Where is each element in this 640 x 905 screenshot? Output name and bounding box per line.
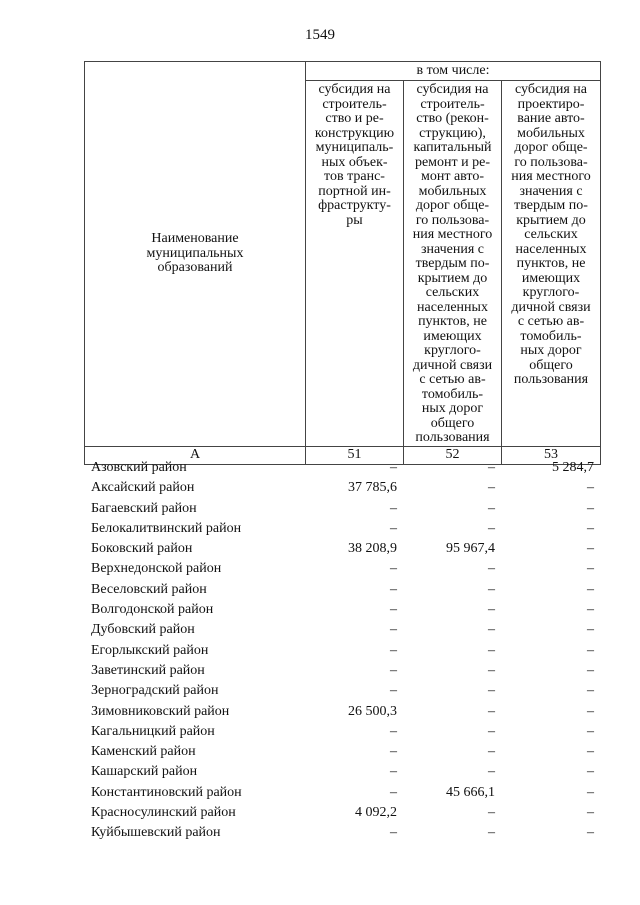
value-53: –: [587, 683, 594, 699]
value-53: –: [587, 703, 594, 719]
header-name-column-text: Наименование муниципальных образований: [146, 231, 244, 275]
table-row: [84, 499, 600, 519]
value-52: –: [488, 520, 495, 536]
district-name: Егорлыкский район: [91, 642, 209, 658]
header-column-53-text: субсидия на проектиро- вание авто- мобильных дорог обще- го пользова- ния местного значения с твердым по- крытием до сельских населенных пунктов, не имеющих круглого- дичной связи с сетью ав- томобиль- ных дорог общего пользования: [511, 82, 591, 387]
district-name: Каменский район: [91, 744, 196, 760]
value-51: 4 092,2: [355, 805, 397, 821]
value-52: –: [488, 662, 495, 678]
value-53: –: [587, 480, 594, 496]
header-column-51: [306, 81, 404, 447]
value-51: 37 785,6: [348, 480, 397, 496]
value-52: –: [488, 642, 495, 658]
value-51: –: [390, 825, 397, 841]
table-row: [84, 559, 600, 579]
table-row: [84, 519, 600, 539]
table-row: [84, 803, 600, 823]
district-name: Заветинский район: [91, 662, 205, 678]
value-52: 95 967,4: [446, 541, 495, 557]
value-52: –: [488, 500, 495, 516]
table-row: [84, 823, 600, 843]
data-table: [84, 458, 600, 844]
value-52: –: [488, 703, 495, 719]
header-column-52-text: субсидия на строитель- ство (рекон- струкцию), капитальный ремонт и ре- монт авто- мобильных дорог обще- го пользова- ния местного значения с твердым по- крытием до сельских населенных пунктов, не имеющих круглого- дичной связи с сетью ав- томобиль- ных дорог общего пользования: [412, 82, 493, 445]
table-row: [84, 722, 600, 742]
value-51: –: [390, 662, 397, 678]
value-52: 45 666,1: [446, 784, 495, 800]
table-row: [84, 742, 600, 762]
district-name: Зерноградский район: [91, 683, 219, 699]
district-name: Дубовский район: [91, 622, 195, 638]
value-53: –: [587, 561, 594, 577]
district-name: Азовский район: [91, 460, 187, 475]
data-table-body: [84, 458, 600, 844]
district-name: Белокалитвинский район: [91, 520, 242, 536]
table-row: [84, 600, 600, 620]
value-52: –: [488, 805, 495, 821]
table-row: [84, 641, 600, 661]
value-52: –: [488, 480, 495, 496]
value-51: –: [390, 460, 397, 475]
value-53: –: [587, 764, 594, 780]
value-53: –: [587, 642, 594, 658]
district-name: Кашарский район: [91, 764, 198, 780]
value-51: 26 500,3: [348, 703, 397, 719]
value-53: –: [587, 723, 594, 739]
header-name-column: [85, 62, 306, 447]
value-51: –: [390, 642, 397, 658]
value-51: 38 208,9: [348, 541, 397, 557]
table-row: [84, 783, 600, 803]
value-53: –: [587, 500, 594, 516]
value-51: –: [390, 520, 397, 536]
value-51: –: [390, 602, 397, 618]
value-51: –: [390, 784, 397, 800]
header-letter-51: 51: [306, 446, 404, 464]
value-52: –: [488, 723, 495, 739]
header-column-53: [502, 81, 601, 447]
value-51: –: [390, 581, 397, 597]
district-name: Зимовниковский район: [91, 703, 230, 719]
value-52: –: [488, 602, 495, 618]
value-53: –: [587, 825, 594, 841]
value-53: –: [587, 520, 594, 536]
table-header: [84, 61, 601, 465]
value-52: –: [488, 460, 495, 475]
table-row: [84, 539, 600, 559]
district-name: Багаевский район: [91, 500, 197, 516]
value-52: –: [488, 581, 495, 597]
value-53: –: [587, 581, 594, 597]
header-column-52: [404, 81, 502, 447]
district-name: Аксайский район: [91, 480, 195, 496]
table-row: [84, 681, 600, 701]
table-row: [84, 580, 600, 600]
value-52: –: [488, 744, 495, 760]
header-column-51-text: субсидия на строитель- ство и ре- конструкцию муниципаль- ных объек- тов транс- портной ин- фраструкту- ры: [314, 82, 395, 228]
value-51: –: [390, 723, 397, 739]
district-name: Кагальницкий район: [91, 723, 215, 739]
table-row: [84, 762, 600, 782]
table-row: [84, 661, 600, 681]
value-51: –: [390, 764, 397, 780]
value-52: –: [488, 561, 495, 577]
table-row: [84, 620, 600, 640]
header-letter-53: 53: [502, 446, 601, 464]
value-53: –: [587, 602, 594, 618]
value-51: –: [390, 561, 397, 577]
header-letter-52: 52: [404, 446, 502, 464]
value-53: –: [587, 744, 594, 760]
value-51: –: [390, 744, 397, 760]
value-53: –: [587, 784, 594, 800]
value-53: –: [587, 622, 594, 638]
value-53: –: [587, 541, 594, 557]
table-row: [84, 458, 600, 478]
table-row: [84, 478, 600, 498]
value-51: –: [390, 500, 397, 516]
value-52: –: [488, 622, 495, 638]
district-name: Боковский район: [91, 541, 193, 557]
value-53: –: [587, 805, 594, 821]
district-name: Верхнедонской район: [91, 561, 222, 577]
value-52: –: [488, 825, 495, 841]
district-name: Куйбышевский район: [91, 825, 221, 841]
district-name: Волгодонской район: [91, 602, 214, 618]
value-53: –: [587, 662, 594, 678]
header-group-label: в том числе:: [306, 62, 601, 81]
table-row: [84, 702, 600, 722]
value-52: –: [488, 683, 495, 699]
value-53: 5 284,7: [552, 460, 594, 475]
header-letter-a: А: [85, 446, 306, 464]
district-name: Константиновский район: [91, 784, 242, 800]
district-name: Веселовский район: [91, 581, 207, 597]
page-number: 1549: [305, 27, 335, 43]
value-51: –: [390, 622, 397, 638]
value-52: –: [488, 764, 495, 780]
district-name: Красносулинский район: [91, 805, 236, 821]
value-51: –: [390, 683, 397, 699]
